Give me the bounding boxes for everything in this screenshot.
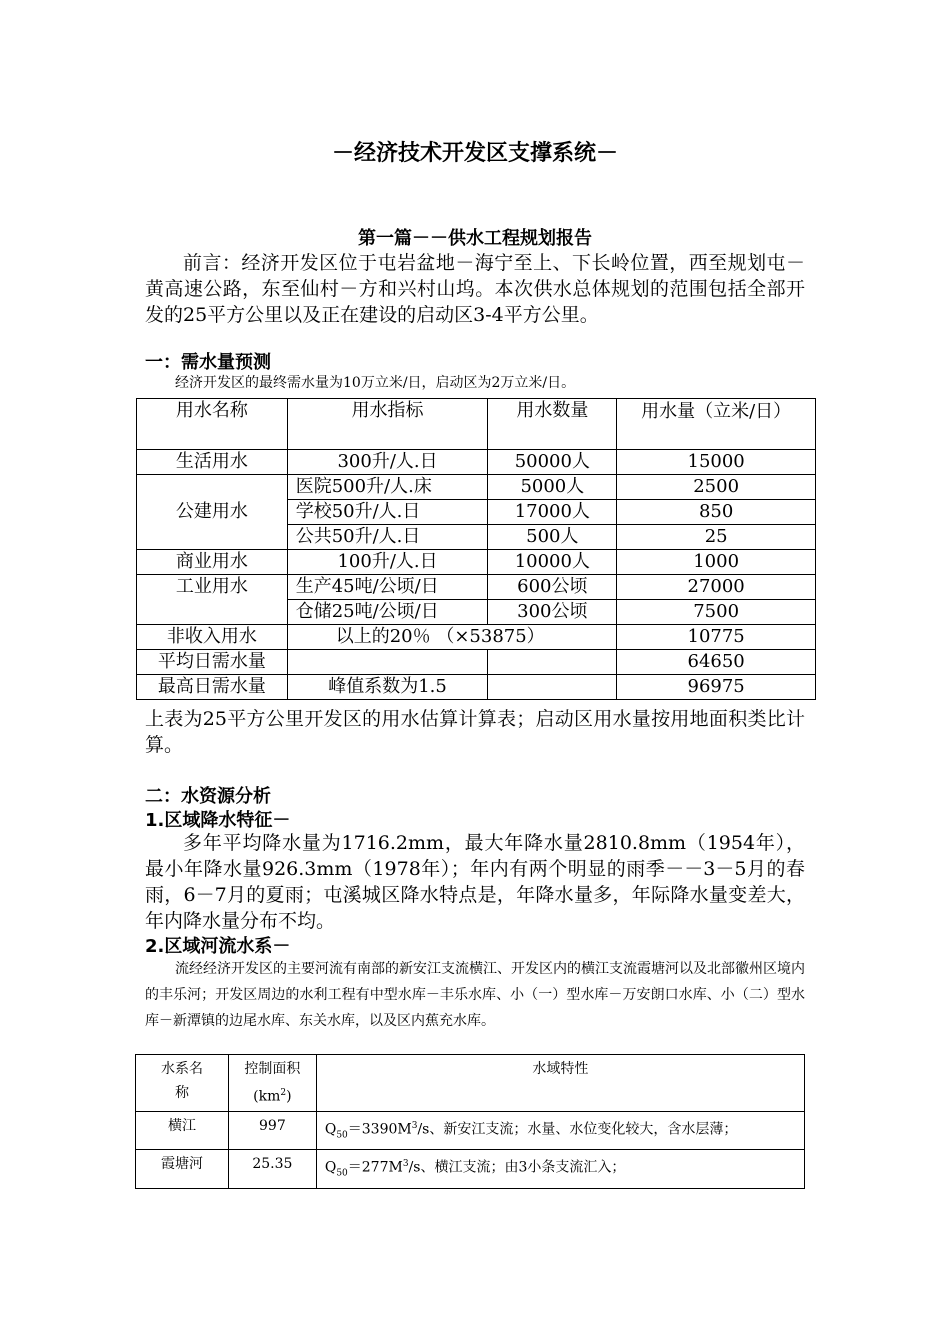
table-cell: 平均日需水量 [137,650,288,675]
table-cell: 公建用水 [137,475,288,550]
table-cell [316,1150,804,1188]
table-row [137,625,816,650]
chapter-title: 第一篇－－供水工程规划报告 [358,228,592,249]
q-symbol: Q [324,1121,337,1138]
table-cell: 工业用水 [137,575,288,625]
table-cell: 霞塘河 [136,1150,229,1188]
table-cell: 最高日需水量 [137,675,288,700]
unit-sup: 3 [411,1120,418,1131]
q-subscript: 50 [336,1168,348,1179]
table-cell [488,650,617,675]
table-cell: 100升/人.日 [287,550,488,575]
table-cell: 850 [617,500,816,525]
table-cell: 仓储25吨/公顷/日 [287,600,488,625]
header-cell: 用水数量 [488,399,617,450]
table-cell: 商业用水 [137,550,288,575]
table-cell: 64650 [617,650,816,675]
table-cell: 横江 [136,1111,229,1149]
table-header-row [137,399,816,450]
table-cell: 300公顷 [488,600,617,625]
preface-paragraph: 前言：经济开发区位于屯岩盆地－海宁至上、下长岭位置，西至规划屯－黄高速公路，东至仙村－方和兴村山坞。本次供水总体规划的范围包括全部开发的25平方公里以及正在建设的启动区3-4平方公里。 [145,252,805,326]
table-cell: 公共50升/人.日 [287,525,488,550]
section-2-2-heading: 2.区域河流水系－ [145,936,291,957]
table-cell: 医院500升/人.床 [287,475,488,500]
header-cell: 用水量（立米/日） [617,399,816,450]
document-title: －经济技术开发区支撑系统－ [331,141,618,166]
table-cell: 997 [228,1111,316,1149]
header-cell: 用水名称 [137,399,288,450]
water-demand-table [136,398,816,700]
section-2-heading: 二：水资源分析 [145,786,271,807]
table-cell: 27000 [617,575,816,600]
table-cell: 10775 [617,625,816,650]
header-cell: 水域特性 [316,1055,804,1112]
table-row [137,550,816,575]
table-cell: 50000人 [488,450,617,475]
table-cell: 17000人 [488,500,617,525]
q-symbol: Q [324,1159,337,1176]
table-row [137,675,816,700]
table-cell: 生产45吨/公顷/日 [287,575,488,600]
table-row [136,1111,805,1149]
table-cell: 15000 [617,450,816,475]
river-table [135,1054,805,1189]
table-cell: 25.35 [228,1150,316,1188]
table-cell [488,675,617,700]
q-subscript: 50 [336,1130,348,1141]
precipitation-paragraph: 多年平均降水量为1716.2mm，最大年降水量2810.8mm（1954年），最小年降水量926.3mm（1978年）；年内有两个明显的雨季－－3－5月的春雨，6－7月的夏雨；屯溪城区降水特点是，年降水量多，年际降水量变差大，年内降水量分布不均。 [145,832,805,932]
section-1-heading: 一：需水量预测 [145,352,271,373]
section-2-1-heading: 1.区域降水特征－ [145,810,291,831]
table-row [137,475,816,500]
table-cell: 7500 [617,600,816,625]
table-note: 上表为25平方公里开发区的用水估算计算表；启动区用水量按用地面积类比计算。 [145,708,805,756]
table-cell: 以上的20％ （×53875） [287,625,617,650]
unit-sup: 3 [402,1159,409,1170]
table-cell: 学校50升/人.日 [287,500,488,525]
table-header-row [136,1055,805,1112]
q-value: ＝3390M [347,1121,412,1138]
table-cell: 1000 [617,550,816,575]
table-row [136,1150,805,1188]
q-value: ＝277M [347,1159,403,1176]
table-cell [287,650,488,675]
header-cell: 水系名称 [136,1055,229,1112]
table-row [137,650,816,675]
header-cell: 用水指标 [287,399,488,450]
table-cell: 非收入用水 [137,625,288,650]
table-cell: 300升/人.日 [287,450,488,475]
header-unit-close: ) [286,1088,292,1105]
river-system-paragraph: 流经经济开发区的主要河流有南部的新安江支流横江、开发区内的横江支流霞塘河以及北部徽州区境内的丰乐河；开发区周边的水利工程有中型水库－丰乐水库、小（一）型水库－万安朗口水库、小（二）型水库－新潭镇的边尾水库、东关水库，以及区内蕉充水库。 [145,961,805,1029]
table-cell: 25 [617,525,816,550]
header-cell [228,1055,316,1112]
header-unit: (km [253,1088,281,1105]
header-unit-sup: 2 [280,1088,287,1098]
table-cell: 2500 [617,475,816,500]
table-cell: 600公顷 [488,575,617,600]
table-cell [316,1111,804,1149]
table-cell: 生活用水 [137,450,288,475]
table-row [137,575,816,600]
header-text: 控制面积 [244,1061,301,1077]
table-row [137,450,816,475]
river-description: /s、横江支流；由3小条支流汇入； [408,1159,626,1176]
section-1-note: 经济开发区的最终需水量为10万立米/日，启动区为2万立米/日。 [175,375,576,391]
table-cell: 96975 [617,675,816,700]
table-cell: 5000人 [488,475,617,500]
table-cell: 10000人 [488,550,617,575]
table-cell: 峰值系数为1.5 [287,675,488,700]
river-description: /s、新安江支流；水量、水位变化较大，含水层薄； [417,1121,738,1138]
table-cell: 500人 [488,525,617,550]
